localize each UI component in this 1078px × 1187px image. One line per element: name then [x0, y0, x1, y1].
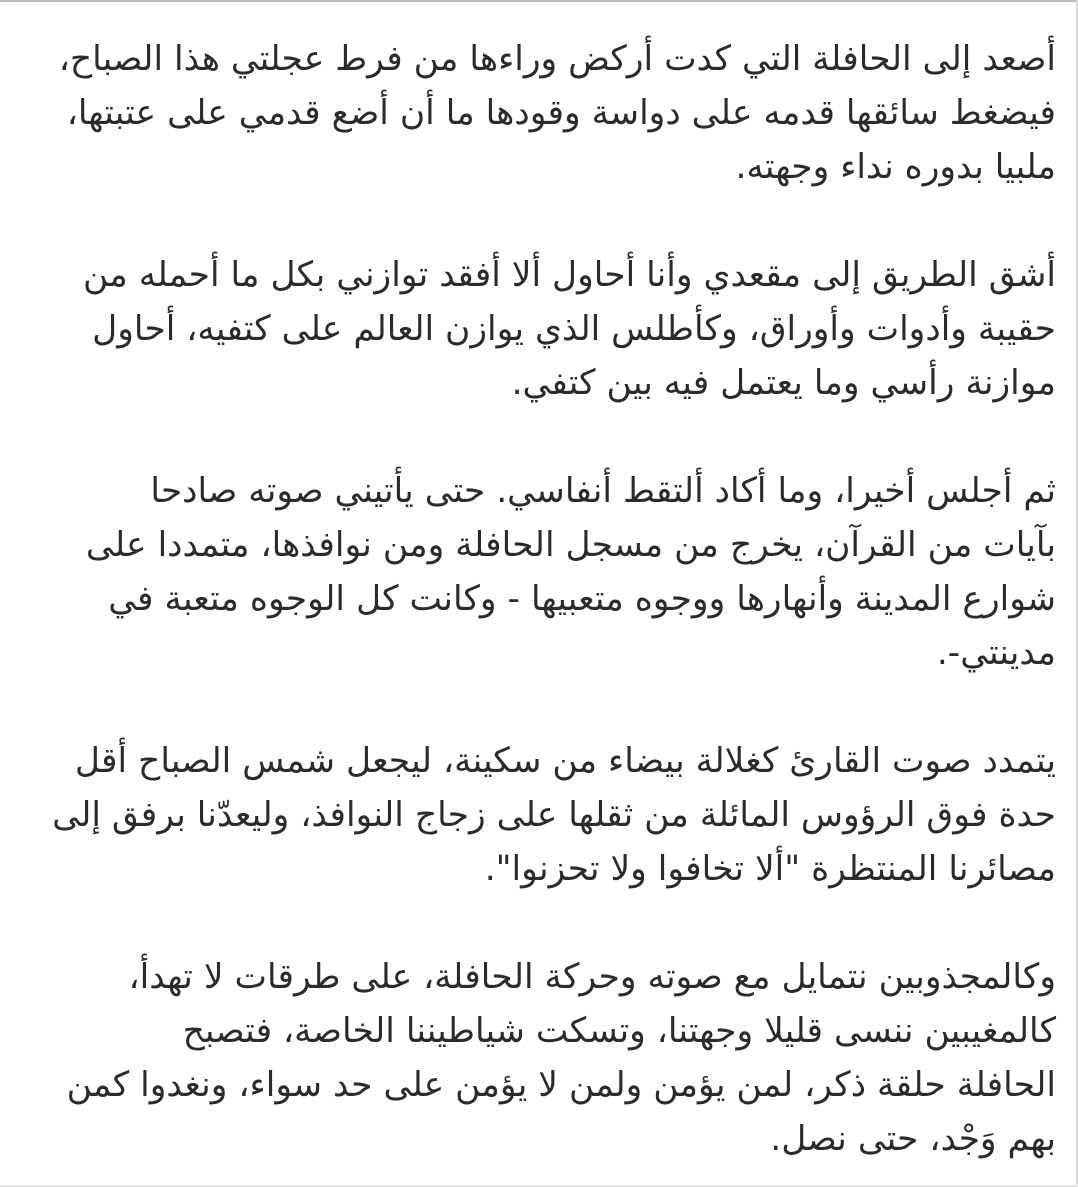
text-line: وكالمجذوبين نتمايل مع صوته وحركة الحافلة، على طرقات لا تهدأ، [128, 957, 1056, 997]
text-line: مصائرنا المنتظرة "ألا تخافوا ولا تحزنوا". [484, 849, 1056, 889]
text-line: أشق الطريق إلى مقعدي وأنا أحاول ألا أفقد توازني بكل ما أحمله من [83, 255, 1056, 295]
text-line: ثم أجلس أخيرا، وما أكاد ألتقط أنفاسي. حتى يأتيني صوته صادحا [150, 471, 1056, 511]
text-line: شوارع المدينة وأنهارها ووجوه متعبيها - وكانت كل الوجوه متعبة في [108, 579, 1056, 619]
text-line: يتمدد صوت القارئ كغلالة بيضاء من سكينة، ليجعل شمس الصباح أقل [74, 741, 1056, 781]
text-line: حدة فوق الرؤوس المائلة من ثقلها على زجاج النوافذ، وليعدّنا برفق إلى [52, 795, 1056, 835]
text-line: كالمغيبين ننسى قليلا وجهتنا، وتسكت شياطيننا الخاصة، فتصبح [182, 1011, 1056, 1051]
text-line: حقيبة وأدوات وأوراق، وكأطلس الذي يوازن العالم على كتفيه، أحاول [92, 309, 1056, 349]
paragraph-4 [22, 734, 1056, 896]
text-line: الحافلة حلقة ذكر، لمن يؤمن ولمن لا يؤمن على حد سواء، ونغدوا كمن [66, 1065, 1056, 1105]
article-body [22, 32, 1056, 1166]
paragraph-1 [22, 32, 1056, 194]
paragraph-2 [22, 248, 1056, 410]
paragraph-5 [22, 950, 1056, 1166]
text-line: ملبيا بدوره نداء وجهته. [735, 147, 1056, 187]
text-line: فيضغط سائقها قدمه على دواسة وقودها ما أن أضع قدمي على عتبتها، [66, 93, 1056, 133]
text-line: موازنة رأسي وما يعتمل فيه بين كتفي. [511, 363, 1056, 403]
text-line: مدينتي-. [936, 633, 1056, 673]
text-line: بآيات من القرآن، يخرج من مسجل الحافلة ومن نوافذها، متمددا على [85, 525, 1056, 565]
paragraph-3 [22, 464, 1056, 680]
top-border [0, 0, 1078, 2]
text-line: أصعد إلى الحافلة التي كدت أركض وراءها من فرط عجلتي هذا الصباح، [58, 39, 1056, 79]
text-line: بهم وَجْد، حتى نصل. [770, 1119, 1056, 1159]
